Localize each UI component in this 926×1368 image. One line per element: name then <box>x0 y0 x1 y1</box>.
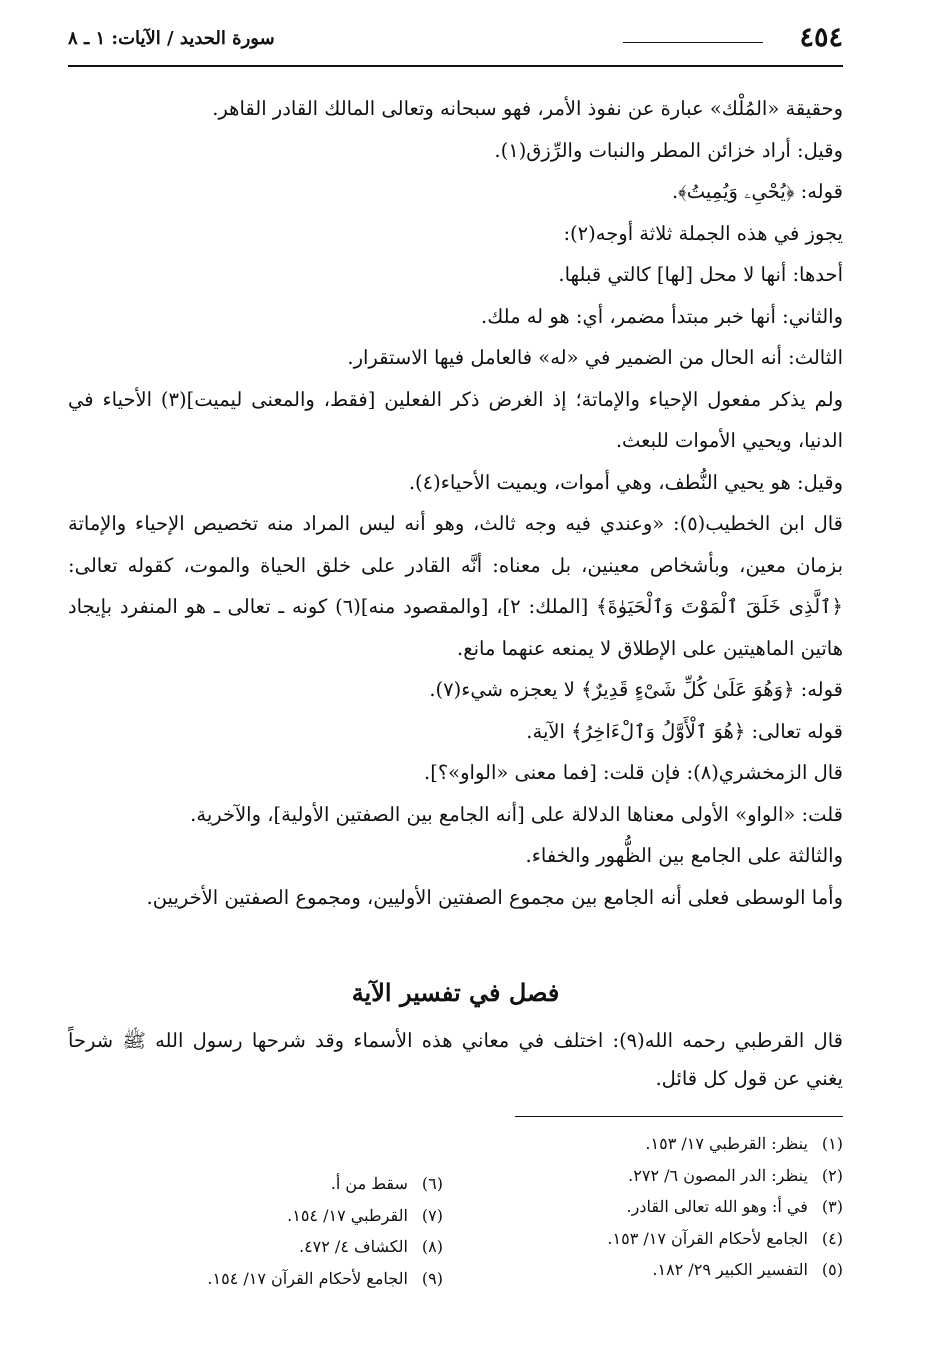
footnote-number: (٤) <box>821 1228 843 1248</box>
footnote-number: (٥) <box>821 1260 843 1279</box>
paragraph: وحقيقة «المُلْك» عبارة عن نفوذ الأمر، فهو سبحانه وتعالى المالك القادر القاهر. <box>212 97 843 120</box>
footnote-text: الجامع لأحكام القرآن ١٧/ ١٥٣. <box>607 1228 808 1248</box>
footnotes-column-left <box>143 1168 443 1294</box>
footnote-number: (٢) <box>821 1165 843 1185</box>
paragraph: قوله: ﴿يُحْىِۦ وَيُمِيتُ﴾. <box>671 180 843 203</box>
paragraph: قوله: ﴿وَهُوَ عَلَىٰ كُلِّ شَىْءٍ قَدِيرٌ﴾ لا يعجزه شيء(٧). <box>429 678 843 701</box>
footnote <box>143 1200 443 1232</box>
running-title: سورة الحديد / الآيات: ١ ـ ٨ <box>68 28 275 49</box>
footnote-text: في أ: وهو الله تعالى القادر. <box>626 1197 808 1216</box>
footnote-text: الجامع لأحكام القرآن ١٧/ ١٥٤. <box>207 1268 408 1288</box>
footnotes-column-right <box>523 1128 843 1286</box>
paragraph: يجوز في هذه الجملة ثلاثة أوجه(٢): <box>563 221 843 245</box>
footnote-text: التفسير الكبير ٢٩/ ١٨٢. <box>652 1260 808 1279</box>
footnote <box>523 1254 843 1286</box>
footnote <box>143 1263 443 1295</box>
paragraph: والثالثة على الجامع بين الظُّهور والخفاء. <box>525 844 843 867</box>
footnote-text: ينظر: القرطبي ١٧/ ١٥٣. <box>645 1134 808 1153</box>
paragraph: وقيل: هو يحيي النُّطف، وهي أموات، ويميت الأحياء(٤). <box>408 470 843 494</box>
paragraph: وقيل: أراد خزائن المطر والنبات والرِّزق(١). <box>494 138 843 162</box>
paragraph: قال الزمخشري(٨): فإن قلت: [فما معنى «الواو»؟]. <box>424 761 843 784</box>
paragraph: والثاني: أنها خبر مبتدأ مضمر، أي: هو له ملك. <box>481 304 843 328</box>
main-text <box>68 88 843 918</box>
section-heading: فصل في تفسير الآية <box>351 978 560 1007</box>
paragraph: وأما الوسطى فعلى أنه الجامع بين مجموع الصفتين الأوليين، ومجموع الصفتين الأخريين. <box>146 885 843 909</box>
footnote <box>523 1223 843 1255</box>
page-number: ٤٥٤ <box>799 22 843 53</box>
page-header <box>68 22 843 62</box>
footnote <box>143 1231 443 1263</box>
footnote-number: (٣) <box>821 1197 843 1216</box>
footnote-text: القرطبي ١٧/ ١٥٤. <box>287 1205 408 1225</box>
paragraph: قلت: «الواو» الأولى معناها الدلالة على [أنه الجامع بين الصفتين الأولية]، والآخرية. <box>190 802 843 826</box>
section-text <box>68 1022 843 1098</box>
paragraph: أحدها: أنها لا محل [لها] كالتي قبلها. <box>558 263 843 286</box>
footnote-text: الكشاف ٤/ ٤٧٢. <box>298 1237 408 1256</box>
footnote-text: ينظر: الدر المصون ٦/ ٢٧٢. <box>628 1165 808 1185</box>
footnote <box>523 1160 843 1192</box>
footnote <box>523 1191 843 1223</box>
footnote-number: (١) <box>821 1134 843 1153</box>
paragraph: قوله تعالى: ﴿هُوَ ٱلْأَوَّلُ وَٱلْءَاخِرُ﴾ الآية. <box>526 719 843 743</box>
footnote-number: (٨) <box>421 1237 443 1256</box>
header-rule <box>68 65 843 67</box>
header-dash-line <box>623 42 763 43</box>
paragraph: قال ابن الخطيب(٥): «وعندي فيه وجه ثالث، وهو أنه ليس المراد منه تخصيص الإحياء والإماتة بزمان معين، وبأشخاص معينين، بل معناه: أنَّه القادر على خلق الحياة والموت، كقوله تعالى: ﴿ٱلَّذِى خَلَقَ ٱلْمَوْتَ وَٱلْحَيَوٰةَ﴾ [الملك: ٢]، [والمقصود منه](٦) كونه ـ تعالى ـ هو المنفرد بإيجاد هاتين الماهيتين على الإطلاق لا يمنعه عنهما مانع. <box>68 512 843 660</box>
paragraph: الثالث: أنه الحال من الضمير في «له» فالعامل فيها الاستقرار. <box>347 346 843 369</box>
paragraph: ولم يذكر مفعول الإحياء والإماتة؛ إذ الغرض ذكر الفعلين [فقط، والمعنى ليميت](٣) الأحياء في الدنيا، ويحيي الأموات للبعث. <box>68 387 843 452</box>
footnote-number: (٦) <box>421 1174 443 1193</box>
paragraph: قال القرطبي رحمه الله(٩): اختلف في معاني هذه الأسماء وقد شرحها رسول الله ﷺ شرحاً يغني عن قول كل قائل. <box>68 1029 843 1090</box>
footnote-text: سقط من أ. <box>330 1174 408 1193</box>
footnote-number: (٩) <box>421 1268 443 1288</box>
footnote <box>143 1168 443 1200</box>
footnote-number: (٧) <box>421 1205 443 1225</box>
footnote <box>523 1128 843 1160</box>
footnote-divider <box>515 1116 843 1117</box>
